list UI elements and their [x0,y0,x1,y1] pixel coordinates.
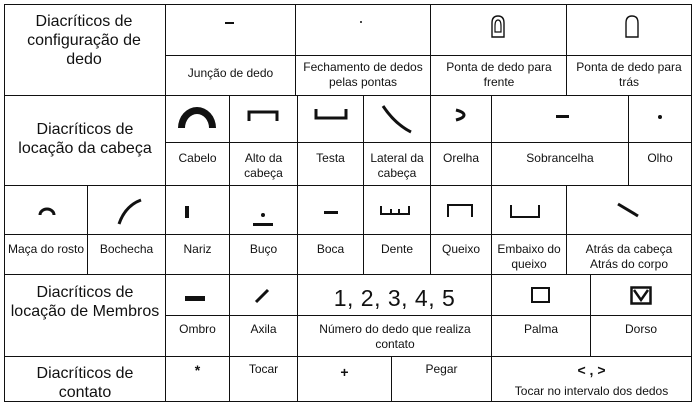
row-header-contact: Diacríticos de contato [36,365,134,401]
rule [590,274,591,357]
row-header-limb-location: Diacríticos de locação de Membros [10,284,160,320]
item-label: Dente [380,242,414,256]
item-label: Palma [523,322,558,336]
rule [297,185,298,275]
rule [363,185,364,275]
item-label: Embaixo do queixo [497,242,561,271]
side-of-head-curve-icon [381,104,413,134]
eyebrow-dash-icon [556,115,569,118]
rule [165,185,166,275]
back-slash-icon [616,202,640,218]
item-label: Maça do rosto [7,242,85,256]
rule [229,274,230,357]
ear-icon [454,108,466,122]
item-label: Bochecha [99,242,154,256]
rule [87,185,88,275]
rule [4,234,692,235]
rule [430,185,431,275]
finger-number-sequence: 1, 2, 3, 4, 5 [333,285,456,311]
item-label: Orelha [442,151,480,165]
mouth-dash-icon [324,211,338,214]
item-label-secondary: Atrás do corpo [589,257,669,271]
rule [566,4,567,96]
item-label: Testa [316,151,345,165]
item-label: Cabelo [178,151,217,165]
chin-bracket-icon [446,203,474,218]
item-label: Ombro [179,322,216,336]
fingertip-nail-front-icon [490,14,506,38]
rule [4,95,692,96]
grab-symbol: + [340,364,349,380]
rule [4,4,5,402]
rule [430,4,431,96]
row-header-finger-config: Diacríticos de configuração de dedo [27,13,141,68]
top-of-head-bracket-icon [247,110,279,122]
row-header-head-location: Diacríticos de locação da cabeça [18,121,152,157]
rule [628,95,629,186]
dot-icon [360,21,362,23]
nose-bar-icon [185,206,189,218]
rule [4,356,692,357]
item-label: Tocar [248,362,279,376]
item-label: Boca [316,242,345,256]
touch-symbol: * [194,362,201,378]
item-label: Ponta de dedo para trás [576,60,682,89]
eye-dot-icon [658,115,662,119]
item-label: Tocar no intervalo dos dedos [514,384,669,398]
item-label: Queixo [441,242,481,256]
item-label: Nariz [183,242,212,256]
under-chin-bracket-icon [509,203,541,219]
teeth-icon [379,205,411,216]
item-label: Número do dedo que realiza contato [319,322,471,351]
rule [295,4,296,96]
item-label: Alto da cabeça [244,151,283,180]
cheek-curve-icon [117,198,143,226]
item-label: Dorso [624,322,657,336]
rule [430,95,431,186]
rule [4,274,692,275]
hair-arc-icon [176,101,218,129]
item-label: Fechamento de dedos pelas pontas [303,60,423,89]
fingertip-nail-back-icon [624,14,640,38]
item-label: Atrás da cabeça [585,242,673,256]
item-label: Ponta de dedo para frente [446,60,552,89]
rule [229,185,230,275]
item-label: Buço [249,242,278,256]
rule [297,95,298,186]
rule [165,55,692,56]
item-label: Sobrancelha [526,151,594,165]
dash-icon [225,22,234,24]
between-fingers-symbol: < , > [577,362,606,378]
item-label: Olho [647,151,673,165]
palm-square-icon [531,287,550,303]
rule [165,315,692,316]
rule [491,95,492,186]
rule [491,274,492,357]
item-label: Lateral da cabeça [370,151,424,180]
cheekbone-arc-icon [38,206,56,216]
item-label: Junção de dedo [187,66,274,80]
item-label: Axila [250,322,277,336]
rule [691,4,692,402]
armpit-slash-icon [254,288,270,304]
shoulder-bar-icon [185,296,205,301]
upper-lip-icon [253,213,273,227]
back-of-hand-square-icon [630,286,652,305]
rule [165,142,692,143]
rule [165,274,166,402]
forehead-bracket-icon [314,108,348,120]
rule [4,4,692,5]
item-label: Pegar [425,362,458,376]
rule [4,185,692,186]
